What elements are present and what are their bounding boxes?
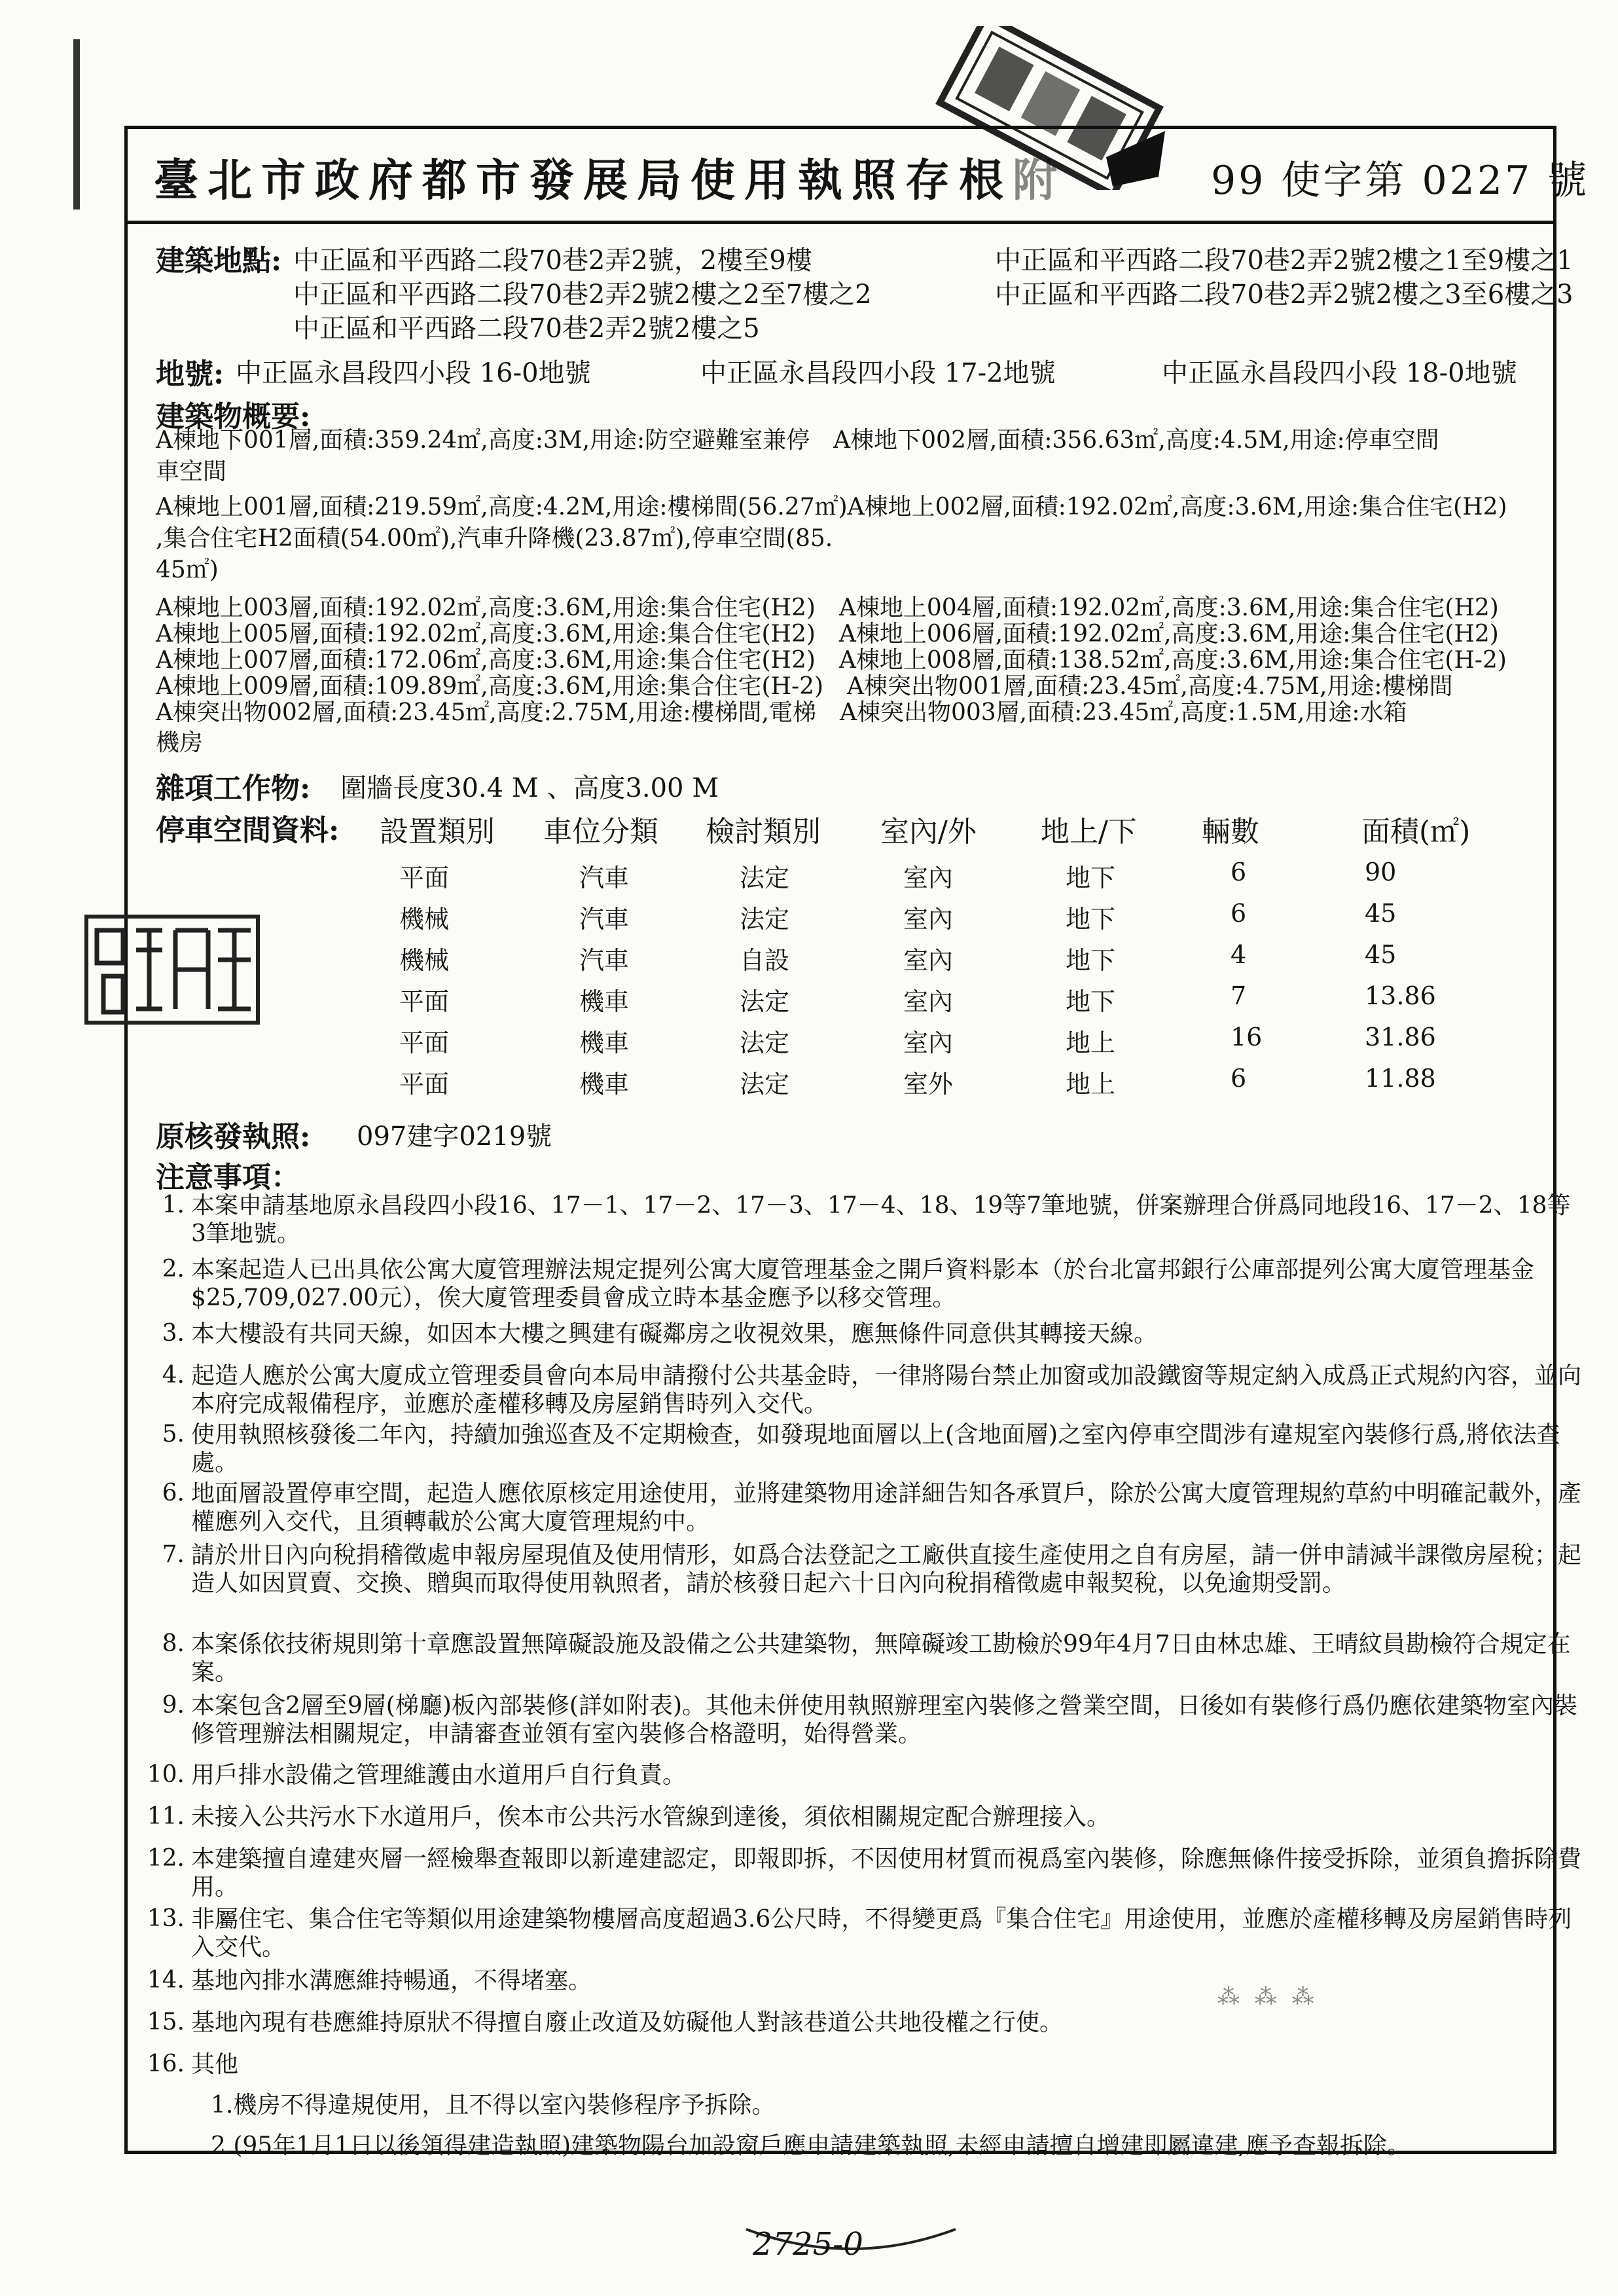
parking-table-cell: 室內 [903,946,954,975]
original-permit-label: 原核發執照: [156,1120,311,1154]
parking-table-cell: 6 [1231,1064,1247,1093]
parking-header-cell: 室內/外 [880,815,977,848]
note-text: 請於卅日內向稅捐稽徵處申報房屋現值及使用情形，如爲合法登記之工廠供直接生產使用之自有房屋，請一併申請減半課徵房屋稅；起造人如因買賣、交換、贈與而取得使用執照者，請於核發日起六十日內向稅捐稽徵處申報契稅，以免逾期受罰。 [191,1542,1582,1597]
note-text: 基地內排水溝應維持暢通，不得堵塞。 [191,1967,592,1994]
parking-header-cell: 車位分類 [543,815,658,848]
parking-header-cell: 檢討類別 [706,815,821,848]
overview-line: 車空間 [156,458,227,485]
note-number: 3. [162,1320,185,1347]
note-text: 用戶排水設備之管理維護由水道用戶自行負責。 [191,1762,687,1789]
note-number: 1. [162,1192,185,1218]
address-label: 建築地點: [156,244,282,278]
address-line: 中正區和平西路二段70巷2弄2號2樓之3至6樓之3 [995,280,1573,310]
document-title: 臺北市政府都市發展局使用執照存根附 [154,155,1067,207]
note-number: 9. [162,1692,185,1719]
note-text: 本案包含2層至9層(梯廳)板內部裝修(詳如附表)。其他未併使用執照辦理室內裝修之營業空間，日後如有裝修行爲仍應依建築物室內裝修管理辦法相關規定，申請審查並領有室內裝修合格證明，始得營業。 [191,1692,1577,1747]
note-text: 基地內現有巷應維持原狀不得擅自廢止改道及妨礙他人對該巷道公共地役權之行使。 [191,2009,1064,2036]
parking-header-cell: 地上/下 [1041,815,1137,848]
parking-label: 停車空間資料: [156,814,340,847]
overview-line: A棟地上009層,面積:109.89㎡,高度:3.6M,用途:集合住宅(H-2) A棟突出物001層,面積:23.45㎡,高度:4.75M,用途:樓梯間 [156,673,1453,700]
parking-table-cell: 地下 [1066,905,1116,934]
address-line: 中正區和平西路二段70巷2弄2號2樓之2至7樓之2 [293,280,872,310]
address-line: 中正區和平西路二段70巷2弄2號2樓之5 [293,314,760,344]
note-number: 12. [147,1845,185,1872]
parking-table-cell: 法定 [740,905,790,934]
note-number: 7. [162,1541,185,1568]
parking-table-cell: 13.86 [1365,981,1436,1010]
note-number: 13. [147,1905,185,1932]
parking-table-cell: 機車 [579,987,630,1016]
parking-table-cell: 平面 [399,864,450,892]
misc-work-value: 圍牆長度30.4 M 、高度3.00 M [340,773,719,803]
lot-label: 地號: [156,357,225,391]
parking-table-cell: 汽車 [579,864,630,892]
note-number: 11. [147,1803,185,1830]
parking-table-cell: 地下 [1066,946,1116,975]
note-sub-item: 1.機房不得違規使用，且不得以室內裝修程序予拆除。 [211,2092,776,2119]
parking-table-cell: 汽車 [579,946,630,975]
lot-number: 中正區永昌段四小段 18-0地號 [1162,358,1517,388]
permit-number: 99 使字第 0227 號 [1211,158,1590,204]
parking-table-cell: 平面 [399,987,450,1016]
parking-table-cell: 法定 [740,987,790,1016]
stamp-fragment: 附 [1013,155,1067,207]
parking-table-cell: 地下 [1066,864,1116,892]
parking-table-cell: 16 [1231,1023,1263,1051]
note-text: 本大樓設有共同天線，如因本大樓之興建有礙鄰房之收視效果，應無條件同意供其轉接天線。 [191,1321,1158,1347]
parking-table-cell: 室內 [903,987,954,1016]
note-text: 起造人應於公寓大廈成立管理委員會向本局申請撥付公共基金時，一律將陽台禁止加窗或加設鐵窗等規定納入成爲正式規約內容，並向本府完成報備程序，並應於產權移轉及房屋銷售時列入交代。 [191,1362,1582,1417]
parking-table-cell: 地上 [1066,1070,1116,1099]
parking-header-cell: 輛數 [1202,815,1259,848]
parking-table-cell: 機車 [579,1070,630,1099]
note-text: 本建築擅自違建夾層一經檢舉查報即以新違建認定，即報即拆，不因使用材質而視爲室內裝修，除應無條件接受拆除，並須負擔拆除費用。 [191,1846,1582,1901]
parking-table-cell: 汽車 [579,905,630,934]
note-text: 本案起造人已出具依公寓大廈管理辦法規定提列公寓大廈管理基金之開戶資料影本（於台北富邦銀行公庫部提列公寓大廈管理基金$25,709,027.00元），俟大廈管理委員會成立時本基金應予以移交管理。 [191,1256,1535,1311]
official-seal-stamp [84,914,261,1025]
note-number: 15. [147,2009,185,2035]
parking-table-cell: 11.88 [1365,1064,1436,1093]
note-text: 使用執照核發後二年內，持續加強巡查及不定期檢查，如發現地面層以上(含地面層)之室內停車空間涉有違規室內裝修行爲,將依法查處。 [191,1421,1560,1476]
parking-table-cell: 法定 [740,864,790,892]
parking-table-cell: 平面 [399,1029,450,1057]
overview-line: A棟地下001層,面積:359.24㎡,高度:3M,用途:防空避難室兼停 A棟地下002層,面積:356.63㎡,高度:4.5M,用途:停車空間 [156,427,1439,454]
address-line: 中正區和平西路二段70巷2弄2號，2樓至9樓 [293,246,812,276]
note-number: 4. [162,1362,185,1389]
note-number: 2. [162,1256,185,1283]
parking-table-cell: 45 [1365,940,1397,969]
parking-table-cell: 室內 [903,864,954,892]
parking-header-cell: 設置類別 [380,815,495,848]
note-text: 未接入公共污水下水道用戶，俟本市公共污水管線到達後，須依相關規定配合辦理接入。 [191,1804,1111,1831]
note-number: 14. [147,1967,185,1994]
parking-table-cell: 6 [1231,858,1247,886]
overview-line: A棟地上005層,面積:192.02㎡,高度:3.6M,用途:集合住宅(H2) A棟地上006層,面積:192.02㎡,高度:3.6M,用途:集合住宅(H2) [156,621,1499,647]
lot-number: 中正區永昌段四小段 16-0地號 [236,358,591,388]
parking-table-cell: 法定 [740,1029,790,1057]
overview-line: ,集合住宅H2面積(54.00㎡),汽車升降機(23.87㎡),停車空間(85. [156,525,833,552]
parking-table-cell: 7 [1231,981,1247,1010]
parking-table-cell: 室外 [903,1070,954,1099]
parking-table-cell: 6 [1231,899,1247,928]
notes-label: 注意事項： [156,1161,300,1194]
lot-number: 中正區永昌段四小段 17-2地號 [700,358,1056,388]
note-number: 10. [147,1761,185,1788]
parking-table-cell: 機車 [579,1029,630,1057]
overview-label: 建築物概要: [156,400,311,433]
parking-table-cell: 31.86 [1365,1023,1436,1051]
parking-table-cell: 45 [1365,899,1397,928]
parking-table-cell: 室內 [903,905,954,934]
overview-line: 機房 [156,729,204,756]
note-text: 其他 [191,2051,239,2078]
parking-table-cell: 機械 [399,946,450,975]
note-number: 8. [162,1630,185,1657]
parking-table-cell: 平面 [399,1070,450,1099]
parking-table-cell: 法定 [740,1070,790,1099]
parking-table-cell: 自設 [740,946,790,975]
note-number: 6. [162,1480,185,1506]
original-permit-value: 097建字0219號 [357,1121,552,1152]
parking-table-cell: 地下 [1066,987,1116,1016]
parking-header-cell: 面積(㎡) [1361,815,1471,848]
note-text: 本案申請基地原永昌段四小段16、17－1、17－2、17－3、17－4、18、19等7筆地號，併案辦理合併爲同地段16、17－2、18等3筆地號。 [191,1192,1571,1247]
overview-line: A棟地上001層,面積:219.59㎡,高度:4.2M,用途:樓梯間(56.27㎡)A棟地上002層,面積:192.02㎡,高度:3.6M,用途:集合住宅(H2) [156,494,1507,520]
note-sub-item: 2.(95年1月1日以後領得建造執照)建築物陽台加設窗戶應申請建築執照,未經申請擅自增建即屬違建,應予查報拆除。 [211,2132,1411,2159]
parking-table-cell: 機械 [399,905,450,934]
parking-table-cell: 4 [1231,940,1247,969]
parking-table-cell: 室內 [903,1029,954,1057]
page-number: 2725-0 [753,2226,863,2263]
binding-mark [73,39,80,210]
faint-handwritten-mark: ⁂ ⁂ ⁂ [1217,1984,1318,2010]
note-number: 5. [162,1421,185,1448]
note-text: 本案係依技術規則第十章應設置無障礙設施及設備之公共建築物，無障礙竣工勘檢於99年4月7日由林忠雄、王晴紋員勘檢符合規定在案。 [191,1631,1571,1686]
misc-work-label: 雜項工作物: [156,772,311,805]
overview-line: 45㎡) [156,556,219,583]
parking-table-cell: 地上 [1066,1029,1116,1057]
note-text: 地面層設置停車空間，起造人應依原核定用途使用，並將建築物用途詳細告知各承買戶，除於公寓大廈管理規約草約中明確記載外，產權應列入交代，且須轉載於公寓大廈管理規約中。 [191,1480,1582,1535]
note-number: 16. [147,2050,185,2077]
address-line: 中正區和平西路二段70巷2弄2號2樓之1至9樓之1 [995,246,1573,276]
overview-line: A棟地上007層,面積:172.06㎡,高度:3.6M,用途:集合住宅(H2) A棟地上008層,面積:138.52㎡,高度:3.6M,用途:集合住宅(H-2) [156,647,1507,674]
note-text: 非屬住宅、集合住宅等類似用途建築物樓層高度超過3.6公尺時，不得變更爲『集合住宅』用途使用，並應於產權移轉及房屋銷售時列入交代。 [191,1906,1572,1961]
overview-line: A棟地上003層,面積:192.02㎡,高度:3.6M,用途:集合住宅(H2) A棟地上004層,面積:192.02㎡,高度:3.6M,用途:集合住宅(H2) [156,594,1499,621]
parking-table-cell: 90 [1365,858,1397,886]
overview-line: A棟突出物002層,面積:23.45㎡,高度:2.75M,用途:樓梯間,電梯 A棟突出物003層,面積:23.45㎡,高度:1.5M,用途:水箱 [156,699,1407,726]
